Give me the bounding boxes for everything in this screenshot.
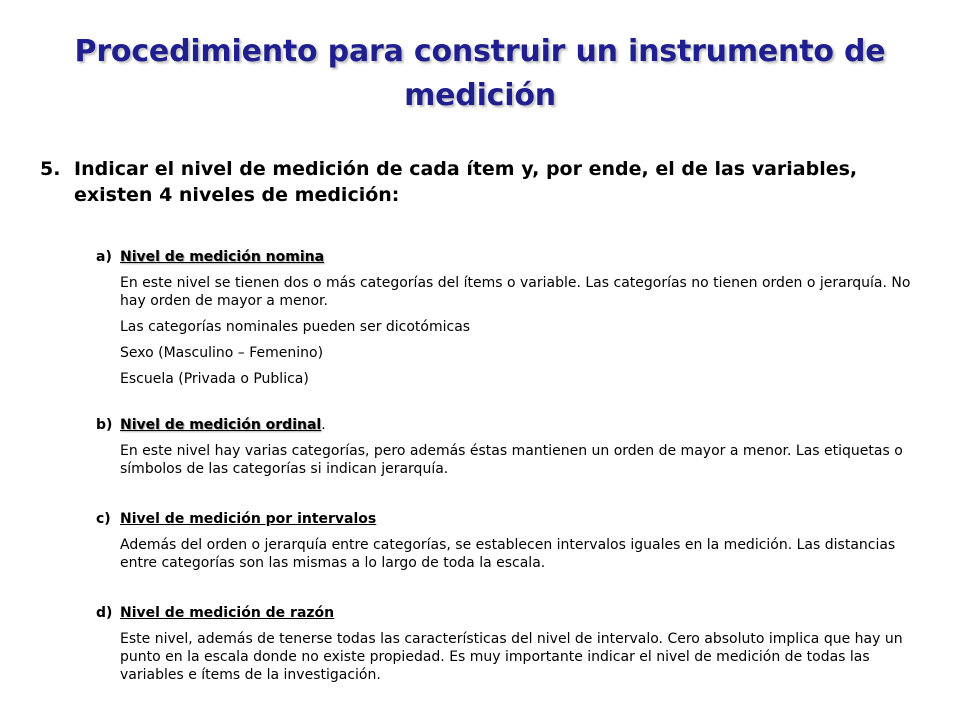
- level-item-interval: [96, 510, 916, 572]
- level-heading: [96, 604, 916, 622]
- main-point-number: 5.: [40, 158, 61, 180]
- level-letter: a): [96, 249, 112, 265]
- level-paragraph: En este nivel hay varias categorías, pero además éstas mantienen un orden de mayor a menor. Las etiquetas o símbolos de las categorías si indican jerarquía.: [120, 443, 903, 477]
- level-heading: [96, 416, 916, 434]
- level-heading: [96, 248, 916, 266]
- level-item-ratio: [96, 604, 916, 684]
- level-paragraph: Las categorías nominales pueden ser dicotómicas: [120, 319, 471, 335]
- level-heading-text: Nivel de medición de razón: [120, 605, 335, 621]
- level-paragraph: Además del orden o jerarquía entre categorías, se establecen intervalos iguales en la medición. Las distancias entre categorías son las mismas a lo largo de toda la escala.: [120, 537, 896, 571]
- main-point: [40, 156, 920, 208]
- level-heading: [96, 510, 916, 528]
- level-item-ordinal: [96, 416, 916, 478]
- level-heading-text: Nivel de medición nomina: [120, 249, 325, 265]
- main-point-text: Indicar el nivel de medición de cada ítem y, por ende, el de las variables, existen 4 niveles de medición:: [74, 158, 858, 206]
- slide-title: Procedimiento para construir un instrumento de medición: [74, 34, 886, 113]
- level-paragraph: En este nivel se tienen dos o más categorías del ítems o variable. Las categorías no tienen orden o jerarquía. No hay orden de mayor a menor.: [120, 275, 911, 309]
- level-heading-text: Nivel de medición ordinal: [120, 417, 322, 433]
- level-paragraph: Escuela (Privada o Publica): [120, 371, 309, 387]
- level-item-nominal: [96, 248, 916, 388]
- level-paragraph: Sexo (Masculino – Femenino): [120, 345, 324, 361]
- level-paragraph: Este nivel, además de tenerse todas las características del nivel de intervalo. Cero absoluto implica que hay un punto en la escala donde no existe propiedad. Es muy importante indicar el nivel de medición de todas las variables e ítems de la investigación.: [120, 631, 903, 683]
- level-letter: b): [96, 417, 113, 433]
- level-heading-suffix: .: [321, 417, 326, 433]
- level-heading-text: Nivel de medición por intervalos: [120, 511, 377, 527]
- level-letter: d): [96, 605, 113, 621]
- level-letter: c): [96, 511, 111, 527]
